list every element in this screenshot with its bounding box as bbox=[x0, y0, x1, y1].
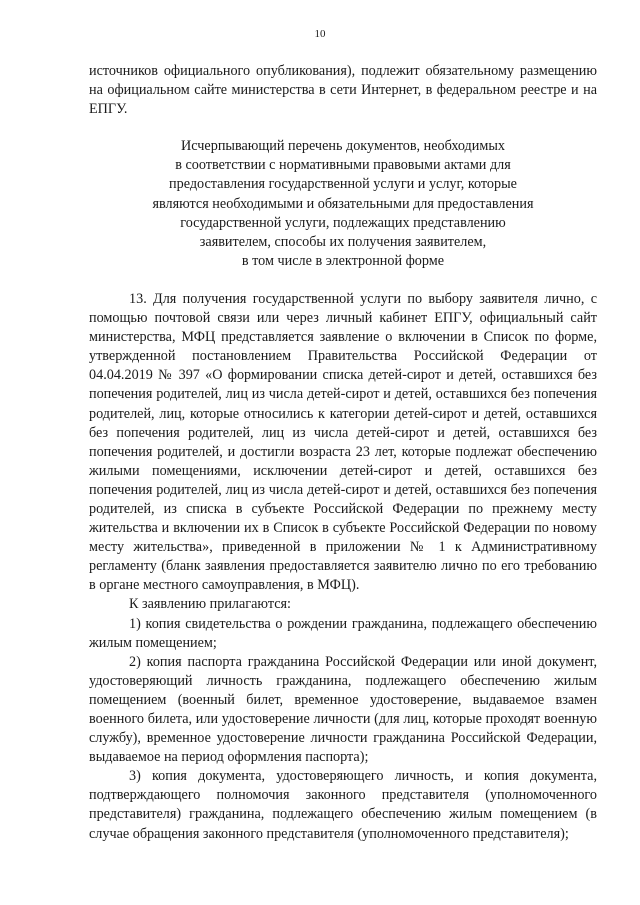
heading-line: государственной услуги, подлежащих представлению bbox=[180, 214, 506, 231]
heading-line: в том числе в электронной форме bbox=[241, 252, 445, 269]
heading-line: предоставления государственной услуги и услуг, которые bbox=[169, 176, 517, 193]
paragraph-13: 13. Для получения государственной услуги по выбору заявителя лично, с помощью почтовой связи или через личный кабинет ЕПГУ, официальный сайт министерства, МФЦ представляется заявление о включении в Список по форме, утвержденной постановлением Правительства Российской Федерации от 04.04.2019 № 397 «О формировании списка детей-сирот и детей, оставшихся без попечения родителей, лиц из числа детей-сирот и детей, оставшихся без попечения родителей, лиц, которые относились к категории детей-сирот и детей, оставшихся без попечения родителей, лиц из числа детей-сирот и детей, оставшихся без попечения родителей, и достигли возраста 23 лет, которые подлежат обеспечению жилыми помещениями, исключении детей-сирот и детей, оставшихся без попечения родителей, лиц из числа детей-сирот и детей, оставшихся без попечения родителей, из списка в субъекте Российской Федерации по прежнему месту жительства и включении их в Список в субъекте Российской Федерации по новому месту жительства», приведенной в приложении № 1 к Административному регламенту (бланк заявления предоставляется заявителю лично по его требованию в органе местного самоуправления, в МФЦ). bbox=[89, 290, 597, 594]
list-item: 1) копия свидетельства о рождении гражданина, подлежащего обеспечению жилым помещением; bbox=[89, 615, 597, 651]
heading-line: заявителем, способы их получения заявителем, bbox=[199, 233, 487, 250]
list-item: 2) копия паспорта гражданина Российской Федерации или иной документ, удостоверяющий личность гражданина, подлежащего обеспечению жилым помещением (военный билет, временное удостоверение, выдаваемое взамен военного билета, или удостоверение личности (для лиц, которые проходят военную службу), временное удостоверение личности гражданина Российской Федерации, выдаваемое на период оформления паспорта); bbox=[89, 653, 597, 766]
heading-line: являются необходимыми и обязательными для предоставления bbox=[152, 195, 534, 212]
heading-line: Исчерпывающий перечень документов, необходимых bbox=[181, 138, 505, 155]
intro-paragraph: источников официального опубликования), подлежит обязательному размещению на официальном сайте министерства в сети Интернет, в федеральном реестре и на ЕПГУ. bbox=[89, 63, 597, 118]
heading-line: в соответствии с нормативными правовыми актами для bbox=[175, 157, 511, 174]
section-heading bbox=[89, 137, 597, 271]
document-body bbox=[89, 62, 597, 844]
attachments-intro: К заявлению прилагаются: bbox=[129, 596, 291, 613]
list-item: 3) копия документа, удостоверяющего личность, и копия документа, подтверждающего полномочия законного представителя (уполномоченного представителя) гражданина, подлежащего обеспечению жилым помещением (в случае обращения законного представителя (уполномоченного представителя); bbox=[89, 768, 597, 842]
page-number: 10 bbox=[314, 28, 326, 40]
